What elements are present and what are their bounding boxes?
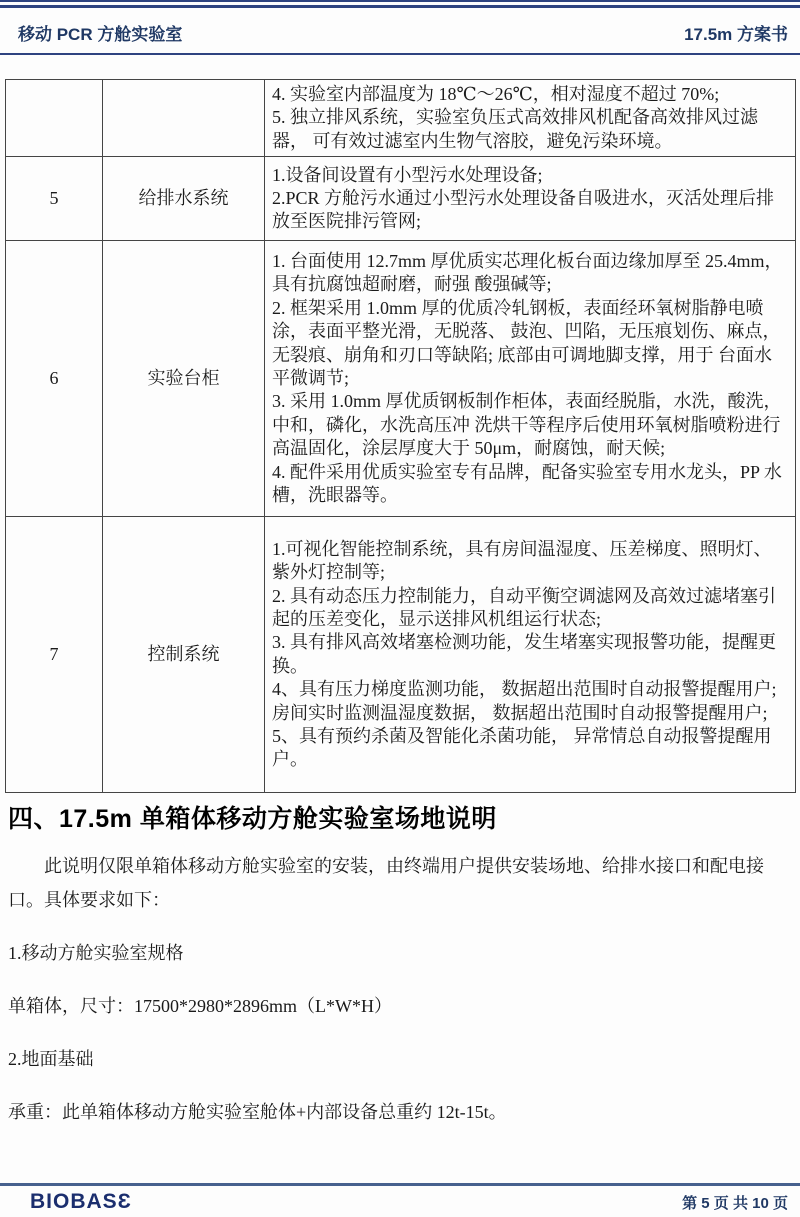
- top-rule-thick: [0, 5, 800, 8]
- spec-item: 4. 配件采用优质实验室专有品牌，配备实验室专用水龙头，PP 水槽，洗眼器等。: [272, 461, 782, 506]
- footer-row: [0, 1186, 800, 1217]
- system-name-cell: 实验台柜: [103, 241, 265, 517]
- spec-item: 1.设备间设置有小型污水处理设备;: [272, 164, 543, 185]
- body-paragraph: 1.移动方舱实验室规格: [8, 943, 184, 964]
- body-paragraph: 承重：此单箱体移动方舱实验室舱体+内部设备总重约 12t-15t。: [8, 1102, 507, 1123]
- page-header: [0, 20, 800, 45]
- section-intro: 此说明仅限单箱体移动方舱实验室的安装，由终端用户提供安装场地、给排水接口和配电接口。具体要求如下：: [8, 856, 764, 911]
- header-doc-title: 移动 PCR 方舱实验室: [18, 25, 183, 44]
- spec-item: 4. 实验室内部温度为 18℃～26℃，相对湿度不超过 70%;: [272, 84, 720, 104]
- spec-item: 1. 台面使用 12.7mm 厚优质实芯理化板台面边缘加厚至 25.4mm，具有抗腐蚀超耐磨，耐强 酸强碱等;: [272, 250, 783, 295]
- biobase-logo: BIOBASƐ: [30, 1190, 132, 1213]
- spec-item: 5. 独立排风系统，实验室负压式高效排风机配备高效排风过滤器， 可有效过滤室内生物气溶胶，避免污染环境。: [272, 107, 758, 151]
- spec-cell: [265, 157, 796, 241]
- spec-item: 2. 具有动态压力控制能力，自动平衡空调滤网及高效过滤堵塞引起的压差变化，显示送排风机组运行状态;: [272, 585, 776, 629]
- spec-cell: [265, 80, 796, 157]
- row-number-cell: 5: [6, 157, 103, 241]
- spec-item: 3. 采用 1.0mm 厚优质钢板制作柜体，表面经脱脂，水洗，酸洗，中和，磷化，水洗高压冲 洗烘干等程序后使用环氧树脂喷粉进行高温固化，涂层厚度大于 50μm，耐腐蚀，耐天候;: [272, 391, 782, 459]
- section-heading: 四、17.5m 单箱体移动方舱实验室场地说明: [8, 805, 497, 834]
- system-name-cell: 控制系统: [103, 517, 265, 793]
- system-name-cell: 给排水系统: [103, 157, 265, 241]
- table-row: [6, 80, 796, 157]
- table-row: [6, 517, 796, 793]
- spec-item: 2.PCR 方舱污水通过小型污水处理设备自吸进水，灭活处理后排放至医院排污管网;: [272, 188, 775, 232]
- spec-item: 4、具有压力梯度监测功能， 数据超出范围时自动报警提醒用户; 房间实时监测温湿度数据， 数据超出范围时自动报警提醒用户;: [272, 679, 777, 723]
- table-row: [6, 241, 796, 517]
- row-number-cell: 7: [6, 517, 103, 793]
- system-name-cell: [103, 80, 265, 157]
- header-doc-version: 17.5m 方案书: [684, 25, 788, 44]
- spec-item: 2. 框架采用 1.0mm 厚的优质冷轧钢板，表面经环氧树脂静电喷涂，表面平整光滑，无脱落、 鼓泡、凹陷，无压痕划伤、麻点，无裂痕、崩角和刃口等缺陷; 底部由可调地脚支撑，用于 台面水平微调节;: [272, 297, 781, 389]
- spec-item: 1.可视化智能控制系统，具有房间温湿度、压差梯度、照明灯、紫外灯控制等;: [272, 538, 772, 583]
- row-number-cell: 6: [6, 241, 103, 517]
- spec-cell: [265, 517, 796, 793]
- page-footer: [0, 1183, 800, 1217]
- table-row: [6, 157, 796, 241]
- page-number: 第 5 页 共 10 页: [682, 1194, 788, 1212]
- spec-cell: [265, 241, 796, 517]
- body-paragraph: 2.地面基础: [8, 1049, 94, 1070]
- spec-item: 5、具有预约杀菌及智能化杀菌功能， 异常情总自动报警提醒用户。: [272, 725, 772, 770]
- spec-item: 3. 具有排风高效堵塞检测功能，发生堵塞实现报警功能，提醒更换。: [272, 632, 776, 676]
- row-number-cell: [6, 80, 103, 157]
- spec-table: [5, 79, 796, 793]
- body-paragraph: 单箱体，尺寸：17500*2980*2896mm（L*W*H）: [8, 996, 392, 1017]
- header-underline: [0, 53, 800, 55]
